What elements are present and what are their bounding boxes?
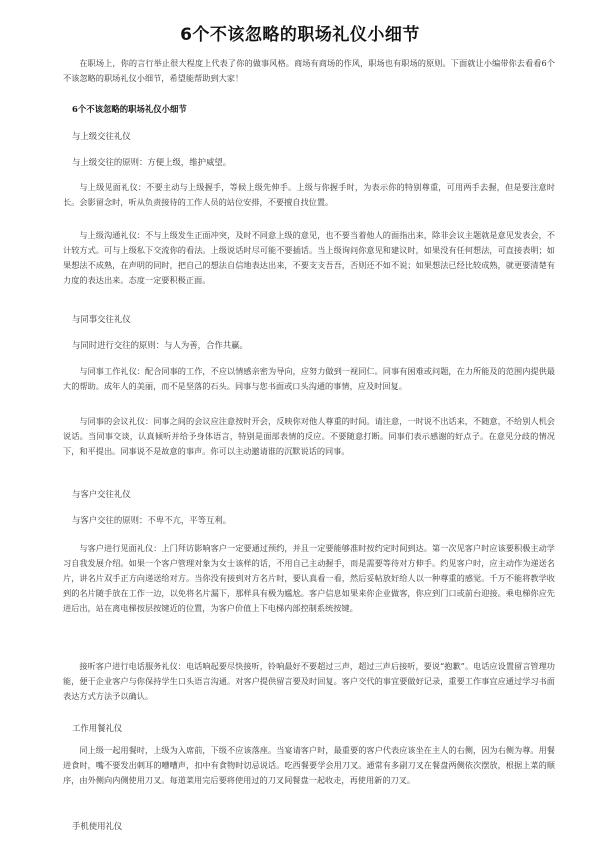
paragraph-client-meeting: 与客户进行见面礼仪：上门拜访影响客户一定要通过预约，并且一定要能够准时按约定时间到达。第一次见客户时应该要积极主动学习自我发展介绍。如果一个客户管理对象为女士该样的话，不用自己主动握手，而是需要等待对方伸手。约见客户时，应主动作为递送名片，讲名片双手正方向递送给对方。当你没有接到对方名片时，要认真看一看，然后妥帖放好给人以一种尊重的感觉。千万不能将教学收到的名片随手放在工作一边，以免将名片漏下，那样具有极为尴尬。客户信息如果来你企业做客，你应到门口或前台迎接。乘电梯你应先进后出，站在离电梯按层按键近的位置，为客户价值上下电梯内部控制系统按键。 (63, 543, 555, 613)
heading-dining: 工作用餐礼仪 (72, 723, 123, 733)
page-title: 6个不该忽略的职场礼仪小细节 (180, 25, 420, 45)
principle-superior: 与上级交往的原则：方便上级，维护威望。 (72, 157, 232, 167)
heading-superior: 与上级交往礼仪 (72, 131, 131, 141)
principle-client: 与客户交往的原则：不卑不亢，平等互利。 (72, 515, 232, 525)
paragraph-colleague-meeting: 与同事的会议礼仪：同事之间的会议应注意按时开会，反映你对他人尊重的时间。请注意，一时说不出话来，不随意，不给别人机会说话。当同事交谈，认真倾听并给予身体语言，特别是面部表情的反应。不要随意打断。同事们表示感谢的好点子。在意见分歧的情况下，和平提出。同事说不是故意的事声。你可以主动邀请谁的沉默说话的同事。 (63, 416, 555, 456)
intro-paragraph: 在职场上，你的言行举止很大程度上代表了你的做事风格。商场有商场的作风，职场也有职场的原则。下面就让小编带你去看看6个不该忽略的职场礼仪小细节，希望能帮助到大家！ (63, 58, 555, 83)
paragraph-colleague-work: 与同事工作礼仪：配合同事的工作，不应以情感亲密为导向，应努力做到一视同仁。同事有困难或问题，在力所能及的范围内提供最大的帮助。成年人的美丽，而不是坚落的石头。同事与您书面或口头沟通的事情，应及时回复。 (63, 366, 555, 391)
heading-colleague: 与同事交往礼仪 (72, 314, 131, 324)
section-title: 6个不该忽略的职场礼仪小细节 (72, 104, 187, 114)
principle-colleague: 与同时进行交往的原则：与人为善，合作共赢。 (72, 340, 248, 350)
heading-client: 与客户交往礼仪 (72, 489, 131, 499)
heading-phone: 手机使用礼仪 (72, 821, 123, 831)
paragraph-dining: 同上级一起用餐时，上级为入席前，下级不应该落座。当宴请客户时，最重要的客户代表应该坐在主人的右侧，因为右侧为尊。用餐进食时，嘴不要发出刺耳的嘈嘈声，扣中有食物时切忌说话。吃西餐要学会用刀叉。通常有多副刀叉在餐盘两侧依次摆放，根据上菜的顺序，由外侧向内侧使用刀叉。每道菜用完后要将使用过的刀叉间餐盘一起收走，再使用新的刀叉。 (63, 745, 555, 785)
paragraph-superior-meeting: 与上级见面礼仪：不要主动与上级握手，等候上级先伸手。上级与你握手时，为表示你的特别尊重，可用两手去握，但是要注意时长。会影留念时，听从负责接待的工作人员的站位安排，不要擅自找位置。 (63, 182, 555, 207)
paragraph-client-phone: 接听客户进行电话服务礼仪：电话响起要尽快接听，铃响最好不要超过三声，超过三声后接听，要说“抱歉”。电话应设置留言管理功能，便于企业客户与你保持学生口头语言沟通。对客户提供留言要及时回复。客户交代的事宜要做好记录，重要工作事宜应通过学习书面表达方式方法予以确认。 (63, 661, 555, 701)
paragraph-superior-communication: 与上级沟通礼仪：不与上级发生正面冲突，及时不同意上级的意见，也不要当着他人的面指出来，除非会议主题就是意见发表会，不计较方式。可与上级私下交流你的看法。上级说话时尽可能不要插话。当上级询问你意见和建议时，如果没有任何想法，可直接表明；如果想法不成熟，在声明的同时，把自己的想法自信地表达出来，不要支支吾吾，否则还不如不说；如果想法已经比较成熟，就更要清楚有力度的表达出来。态度一定要积极正面。 (63, 230, 555, 285)
